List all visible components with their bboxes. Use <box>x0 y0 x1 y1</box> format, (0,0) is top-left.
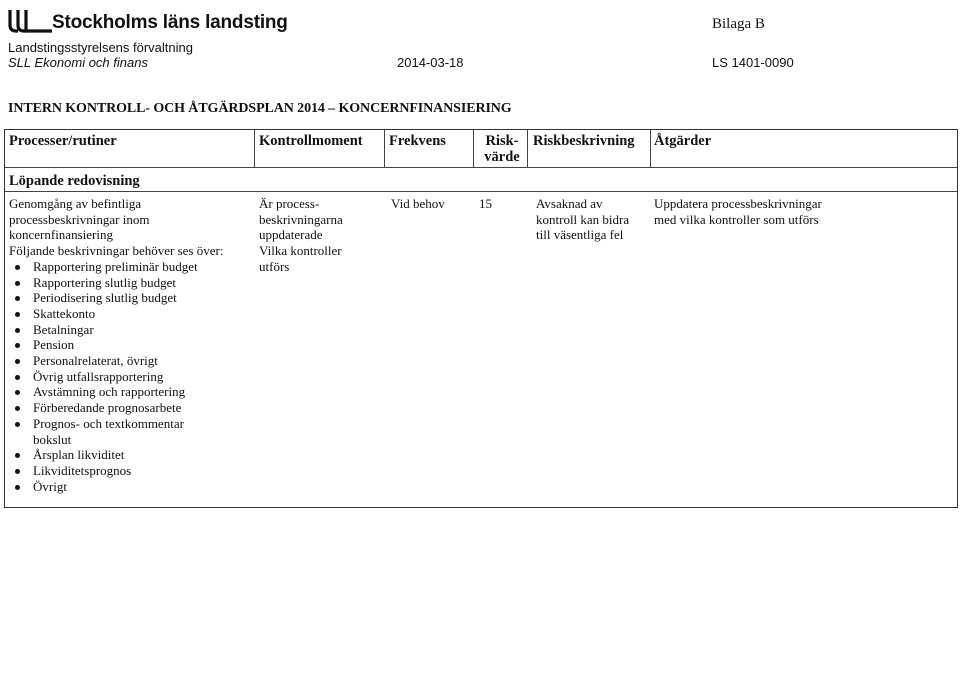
list-item: Likviditetsprognos <box>9 463 257 479</box>
frequency-cell: Vid behov <box>391 196 445 211</box>
list-item: Pension <box>9 337 257 353</box>
list-item: Rapportering preliminär budget <box>9 259 257 275</box>
process-cell <box>9 196 257 494</box>
process-list <box>9 259 257 495</box>
section-divider <box>5 191 957 192</box>
control-line: Är process- <box>259 196 320 211</box>
list-item: Årsplan likviditet <box>9 447 257 463</box>
risk-value-cell: 15 <box>479 196 492 211</box>
list-item: Personalrelaterat, övrigt <box>9 353 257 369</box>
header-actions: Åtgärder <box>654 133 712 149</box>
risk-line: till väsentliga fel <box>536 227 624 243</box>
header-risk-value-line-2: värde <box>484 149 520 165</box>
header-frequency: Frekvens <box>389 133 446 149</box>
list-item: Skattekonto <box>9 306 257 322</box>
header-risk-value <box>479 133 525 165</box>
attachment-label: Bilaga B <box>712 16 765 32</box>
list-item: Prognos- och textkommentar bokslut <box>9 416 223 447</box>
process-line: Följande beskrivningar behöver ses över: <box>9 243 224 259</box>
column-divider <box>527 130 528 167</box>
risk-description-cell <box>536 196 648 243</box>
process-line: Genomgång av befintliga <box>9 196 142 211</box>
header-processes: Processer/rutiner <box>9 133 117 149</box>
reference-number: LS 1401-0090 <box>712 55 794 70</box>
department-name: Landstingsstyrelsens förvaltning <box>8 40 193 55</box>
risk-line: Avsaknad av <box>536 196 603 211</box>
control-line: Vilka kontroller <box>259 243 342 259</box>
control-cell <box>259 196 384 275</box>
list-item: Övrigt <box>9 479 257 495</box>
header-divider <box>5 167 957 168</box>
list-item: Betalningar <box>9 322 257 338</box>
column-divider <box>384 130 385 167</box>
column-divider <box>473 130 474 167</box>
header-control: Kontrollmoment <box>259 133 363 149</box>
list-item: Rapportering slutlig budget <box>9 275 257 291</box>
process-line: koncernfinansiering <box>9 227 113 243</box>
organization-name: Stockholms läns landsting <box>52 12 288 33</box>
control-plan-table <box>4 129 958 508</box>
action-line: Uppdatera processbeskrivningar <box>654 196 822 211</box>
column-divider <box>650 130 651 167</box>
list-item: Förberedande prognosarbete <box>9 400 257 416</box>
list-item: Periodisering slutlig budget <box>9 290 257 306</box>
column-divider <box>254 130 255 167</box>
list-item: Avstämning och rapportering <box>9 384 257 400</box>
control-line: utförs <box>259 258 290 274</box>
unit-name: SLL Ekonomi och finans <box>8 55 148 70</box>
header-risk-value-line-1: Risk- <box>485 133 519 149</box>
risk-line: kontroll kan bidra <box>536 211 630 227</box>
list-item: Övrig utfallsrapportering <box>9 369 257 385</box>
document-date: 2014-03-18 <box>397 55 464 70</box>
process-line: processbeskrivningar inom <box>9 211 150 227</box>
section-title: Löpande redovisning <box>9 173 140 189</box>
control-line: beskrivningarna <box>259 211 343 227</box>
control-line: uppdaterade <box>259 227 323 243</box>
actions-cell <box>654 196 954 227</box>
action-line: med vilka kontroller som utförs <box>654 211 819 227</box>
document-title: INTERN KONTROLL- OCH ÅTGÄRDSPLAN 2014 – KONCERNFINANSIERING <box>8 101 512 116</box>
header-risk-description: Riskbeskrivning <box>533 133 635 149</box>
landsting-logo <box>8 8 56 34</box>
